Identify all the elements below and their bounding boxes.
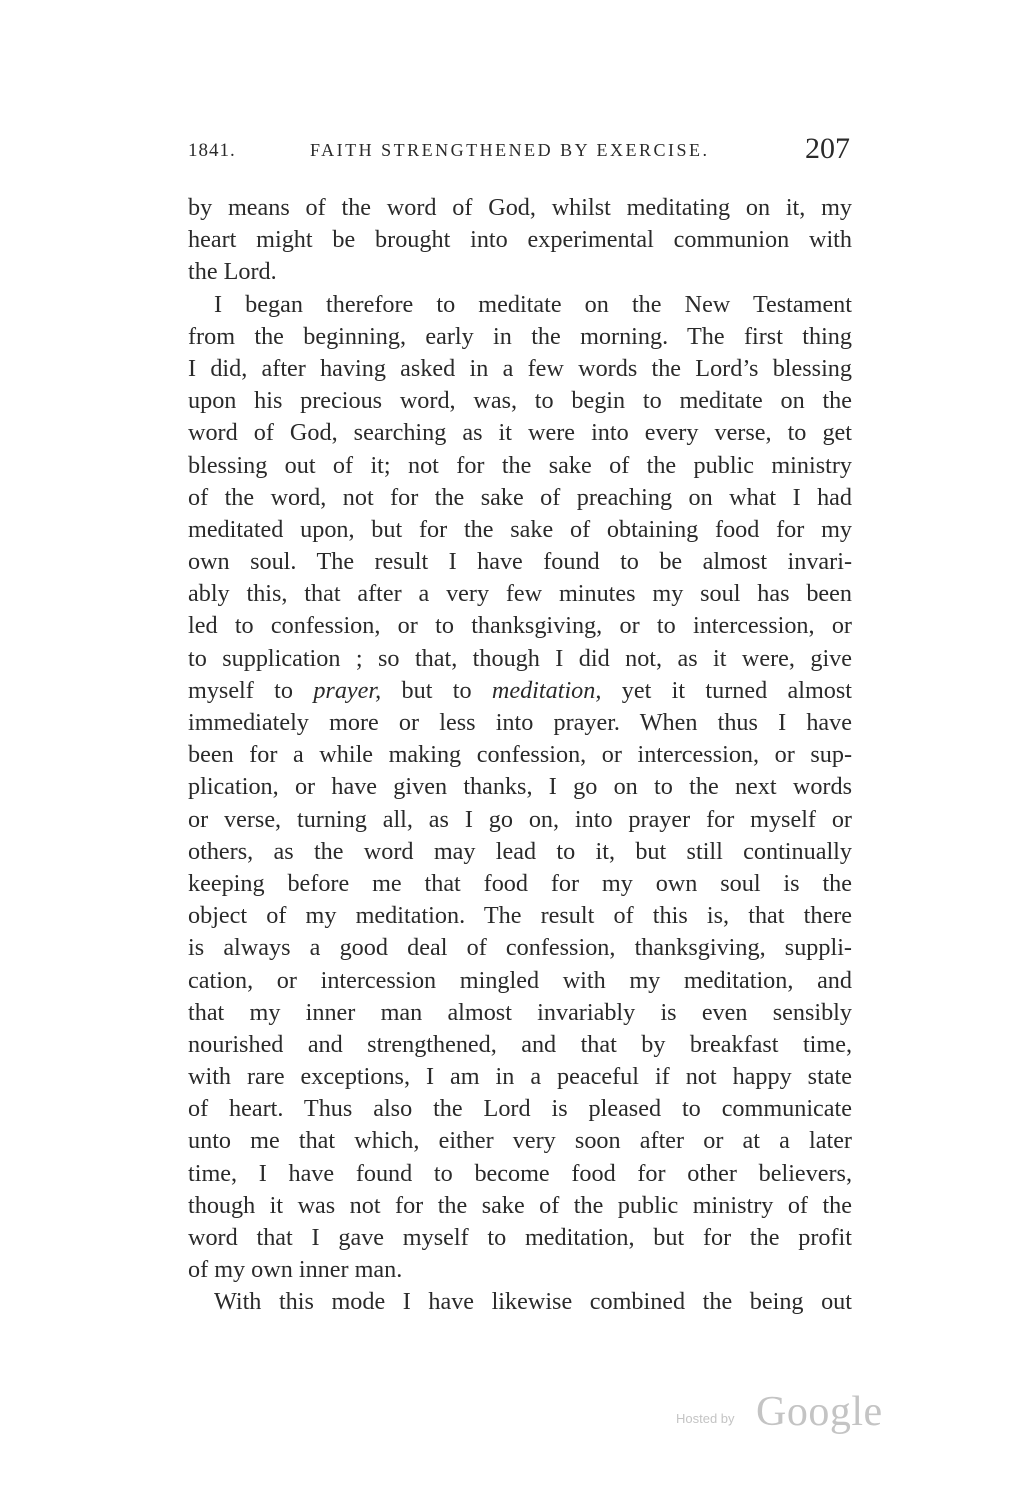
- text-line: keeping before me that food for my own soul is the: [188, 869, 852, 897]
- text-line: time, I have found to become food for other believers,: [188, 1159, 852, 1187]
- line-segment: but to: [381, 676, 492, 704]
- text-line: from the beginning, early in the morning. The first thing: [188, 322, 852, 350]
- text-line: been for a while making confession, or intercession, or sup-: [188, 741, 852, 769]
- text-line: or verse, turning all, as I go on, into prayer for myself or: [188, 805, 852, 833]
- text-line: upon his precious word, was, to begin to meditate on the: [188, 387, 852, 415]
- text-line: object of my meditation. The result of this is, that there: [188, 902, 852, 930]
- text-line-italic-emphasis: [188, 675, 852, 707]
- text-line: ably this, that after a very few minutes my soul has been: [188, 580, 852, 608]
- text-line: to supplication ; so that, though I did not, as it were, give: [188, 644, 852, 672]
- running-head-year: 1841.: [188, 140, 236, 161]
- body-text: [188, 192, 852, 1319]
- text-line: that my inner man almost invariably is even sensibly: [188, 998, 852, 1026]
- text-line: is always a good deal of confession, thanksgiving, suppli-: [188, 934, 852, 962]
- text-line: of the word, not for the sake of preaching on what I had: [188, 483, 852, 511]
- hosted-by-google-watermark: [676, 1388, 886, 1448]
- text-line: I did, after having asked in a few words the Lord’s blessing: [188, 354, 852, 382]
- line-segment: myself to: [188, 676, 314, 704]
- text-line: word of God, searching as it were into every verse, to get: [188, 419, 852, 447]
- text-line: of heart. Thus also the Lord is pleased to communicate: [188, 1095, 852, 1123]
- italic-word-meditation: meditation,: [491, 676, 602, 704]
- hosted-by-label: Hosted by: [676, 1411, 735, 1426]
- text-line: word that I gave myself to meditation, but for the profit: [188, 1224, 852, 1251]
- google-wordmark: Google: [756, 1389, 883, 1435]
- text-line: others, as the word may lead to it, but still continually: [188, 837, 852, 865]
- italic-word-prayer: prayer,: [313, 676, 382, 704]
- text-line: nourished and strengthened, and that by breakfast time,: [188, 1030, 852, 1058]
- text-line: own soul. The result I have found to be almost invari-: [188, 548, 852, 576]
- text-line: plication, or have given thanks, I go on to the next words: [188, 773, 852, 801]
- running-head: [188, 132, 850, 172]
- line-segment: yet it turned almost: [601, 676, 852, 704]
- text-line: heart might be brought into experimental communion with: [188, 226, 852, 254]
- text-line: immediately more or less into prayer. When thus I have: [188, 709, 852, 736]
- text-line: of my own inner man.: [188, 1256, 403, 1284]
- text-line: unto me that which, either very soon after or at a later: [188, 1127, 852, 1155]
- text-line: though it was not for the sake of the public ministry of the: [188, 1191, 852, 1219]
- text-line: meditated upon, but for the sake of obtaining food for my: [188, 515, 852, 543]
- text-line: With this mode I have likewise combined the being out: [214, 1288, 852, 1316]
- running-head-title: FAITH STRENGTHENED BY EXERCISE.: [310, 140, 710, 160]
- text-line: I began therefore to meditate on the New Testament: [214, 290, 852, 318]
- text-line: by means of the word of God, whilst meditating on it, my: [188, 194, 852, 221]
- text-line: blessing out of it; not for the sake of the public ministry: [188, 451, 852, 479]
- text-line: the Lord.: [188, 258, 277, 286]
- text-line: led to confession, or to thanksgiving, or to intercession, or: [188, 612, 852, 640]
- text-line: cation, or intercession mingled with my meditation, and: [188, 966, 852, 994]
- page-number: 207: [805, 132, 850, 165]
- text-line: with rare exceptions, I am in a peaceful if not happy state: [188, 1063, 852, 1091]
